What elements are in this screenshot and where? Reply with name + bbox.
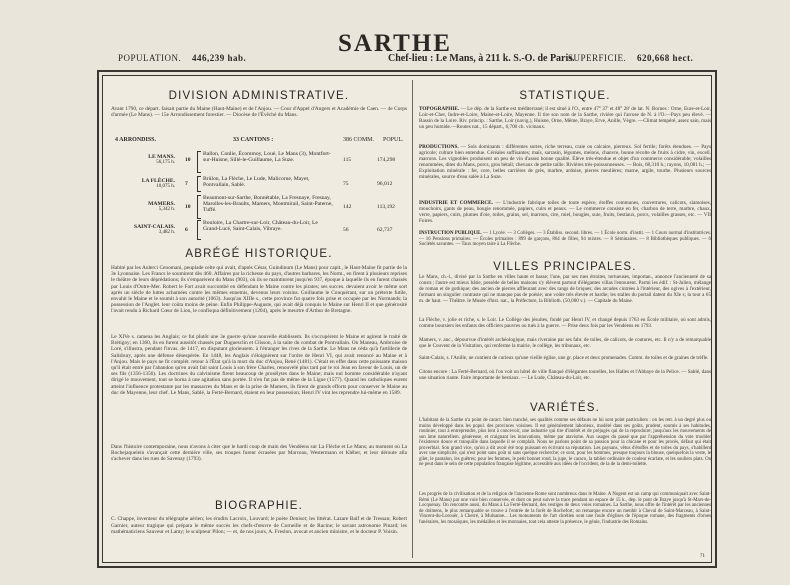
superficie-value: 620,668 hect.	[637, 53, 694, 63]
popul-value: 174,298	[377, 157, 396, 163]
canton-count: 6	[185, 227, 188, 233]
arr-pop: 56,175 h.	[156, 160, 175, 165]
canton-count: 10	[185, 157, 191, 163]
bracket	[197, 176, 201, 192]
arr-pop: 10,075 h.	[156, 184, 175, 189]
main-frame	[97, 70, 717, 568]
table-row	[111, 176, 407, 196]
table-row	[111, 220, 407, 240]
villes-saint-calais: Saint-Calais, s. l'Anille, ne contient de curieux qu'une vieille église, une gr. place et deux promenades. Comm. de toiles et de graines de trèfle.	[419, 355, 709, 361]
population	[118, 53, 246, 63]
arr-pop: 3,482 h.	[158, 230, 175, 235]
villes-mamers: Mamers, v. anc., dépourvue d'intérêt archéologique, mais riveraine par ses fabr. de toiles, de calicots, de coutures, etc. Il n'y a de remarquable que le Couvent de la Visitation, qui renferme la mairie, le collège, les tribunaux, etc.	[419, 337, 711, 349]
bracket	[197, 220, 201, 240]
header-stats	[118, 53, 718, 67]
department-title: SARTHE	[338, 30, 452, 57]
bracket	[197, 195, 201, 219]
comm-count: 142	[343, 204, 352, 210]
col-population: POPUL.	[383, 137, 404, 143]
col-cantons: 33 CANTONS :	[233, 137, 274, 143]
superficie	[568, 53, 693, 63]
population-value: 446,239 hab.	[192, 53, 247, 63]
popul-value: 96,012	[377, 181, 393, 187]
statistique-title: STATISTIQUE.	[519, 90, 611, 102]
canton-list: Ballon, Conlie, Écommoy, Loué, Le Mans (3), Montfort-sur-Huisne, Sillé-le-Guillaume, La Suze.	[203, 151, 331, 164]
villes-la-fleche: La Flèche, v. jolie et riche, s. le Loir. Le Collège des jésuites, fondé par Henri IV, et changé depuis 1763 en École militaire, où sont admis, comme boursiers les enfants des officiers pauvres ou tués à la guerre. — Prise deux fois par les Vendéens en 1793.	[419, 317, 711, 329]
productions-section	[419, 144, 711, 180]
topographie-section	[419, 106, 711, 130]
topographie-text: — Le dép. de la Sarthe est méditerrané; il est situé à l'O., entre 47° 37' et 48° 28' de lat. N. Bornes : Orne, Eure-et-Loir, Loir-et-Cher, Indre-et-Loire, Maine-et-Loire, Mayenne. Il tire son nom de la Sarthe, rivière qui l'arrose de N. à l'O.—Pays peu élevé. — Bassin de la Loire. Riv. princip. : Sarthe, Loir (navig.), Huisne, Orne, Même, Braye, Erve, Anille, Vègre. —Climat tempéré, assez sain, mais un peu humide.—Routes nat., 15 départ., 6,700 ch. vicinaux.	[419, 106, 712, 130]
left-column	[111, 76, 407, 562]
right-column	[419, 76, 711, 562]
comm-count: 56	[343, 227, 349, 233]
page-number: 71	[700, 554, 705, 559]
varietes-paragraph-1: L'habitant de la Sarthe n'a point de caract. bien tranché, ses qualités comme ses défauts ne lui sont point particuliers : on les retr. à un degré plus ou moins développé dans les popul. des provinces voisines. Il est généralement laborieux, modéré dans ses goûts, prudent, soumis à ses habitudes, routinier, tout à entreprendre, plus lent à concevoir, une industrie qui tire d'intérêt et de préjugés qui de la reproduire; jusqu'aux les mouvements de son âme naturellem. généreuse, et craignant les innovations, même par atavisme. Aux usages du passé que par l'appréhension du vote troubler l'existence douce et tranquille dans laquelle il se complaît. Nous ne parlons point de sa passion pour la chicane et pour les procès, défaut qui était proverbial. Son grand vice, qu'on a dit avoir été trop puissant en écrivant sa réputation. Les paysans, vêtus d'étoffes et de toiles du pays, s'habillent avec une simplicité, qui n'est point sans goût ni sans quelque recherche; ce sont, pour les hommes, presque toujours la blouse, quelquefois la veste, le gilet, le pantalon, les guêtres; pour les femmes, le petit bonnet rond, la jupe, le caraco, la tablier ordinaire de couleur écarlate, et les souliers plats. On ne peut dans le sein de cette population française légitime, accessible aux idées de l'occident, de la de la demi-toilette.	[419, 418, 711, 468]
abrege-paragraph-1: Habité par les Aulerci Cenomani, peuplade celte qui avait, d'après César, Guindinum (Le Mans) pour capit., le Haut-Maine fit partie de la 3e Lyonnaise. Les Francs le soumirent dès 460. Affaires par la richesse du pays, d'autres barbares, les Norm., en firent à plusieurs reprises le théâtre de leurs déprédations; ils s'emparèrent du Mans (903), où ils se maintinrent jusqu'en 937, époque à laquelle ils en furent chassés par Louis d'Outre-Mer. Robert le Fort avait succombé en défendant le Maine contre les pirates; ses succes. devaient avoir le même sort après un siècle de luttes acharnées contre les mêmes ennemis, devenus leurs voisins. Guillaume le Conquérant, sur un prétexte futile, envahit le Maine et le soumit à son autorité (1063). Jusqu'au XIIIe s., cette province fut quatre fois prise et occupée par les Normands; la possession de l'Anglet. leur coûta moins de peine. Enfin Philippe-Auguste, qui avait déjà conquis le Maine sur Henri II et que générosité l'avait rendu à Richard Cœur de Lion, le confisqua définitivement (1204), après le meurtre d'Arthur de Bretagne.	[111, 265, 407, 315]
canton-count: 10	[185, 204, 191, 210]
industrie-section	[419, 200, 711, 224]
abrege-title: ABRÉGÉ HISTORIQUE.	[185, 248, 333, 260]
villes-le-mans: Le Mans, ch.-l., divisé par la Sarthe en villes haute et basse; l'une, par ses rues étroites, tortueuses, importan., annonce l'ancienneté de sa constr.; l'autre est mieux bâtie, possède de belles maisons s'y élèvent partout d'élégantes villas l'entourent. Parmi les édif. : St-Julien, mélange de roman et de gothique; des ancien de pierres affleurant avec des rangs de briques; des arcades cintrées à l'intérieur, des ogives à l'extérieur, formant un singulier contraste qui ne manque pas de poésie; une voûte très élevée et hardie; les stalles du portail datent du XIe s; la tour a 65 m. de haut. — Théâtre. le Musée d'hist. nat., la Préfecture, la Biblioth. (50,000 v.). — Capitale du Maine.	[419, 274, 711, 304]
instruction-label: INSTRUCTION PUBLIQUE.	[419, 231, 482, 236]
abrege-paragraph-3: Dans l'histoire contemporaine, nous n'avons à citer que le hardi coup de main des Vendéens sur La Flèche et Le Mans; au moment où La Rochejaquelein s'avançait cette dernière ville, ses troupes furent écrasées par Marceau, Westermann et Kléber, et leur déroute alla s'achever dans les rues de Savenay (1793).	[111, 444, 407, 463]
table-row	[111, 195, 407, 219]
topographie-label: TOPOGRAPHIE.	[419, 106, 460, 112]
superficie-label: SUPERFICIE.	[568, 53, 627, 63]
industrie-label: INDUSTRIE ET COMMERCE.	[419, 200, 493, 206]
instruction-text: — 1 Lycée. — 3 Collèges. — 3 Établiss. second. libres. — 1 École norm. d'instit. — 1 Cours normal d'institutrices. — 16 Pensions primaires. — Écoles primaires : 899 de garçons, 864 de filles, 94 mixtes. — 8 Séminaires. — 8 Bibliothèques publiques. — 6 Sociétés savantes. — Taux moyen taire à La Flèche.	[419, 231, 711, 248]
canton-list: Bouloire, La Chartre-sur-Loir, Château-du-Loir, Le Grand-Lucé, Saint-Calais, Vibraye.	[203, 220, 318, 233]
chef-lieu: Chef-lieu : Le Mans, à 211 k. S.-O. de Paris.	[388, 53, 575, 64]
productions-text: — Sols dominants : différentes sortes, riche terreau, craie ou calcaire, pierreux. Sol fertile; forêts étendues. — Pays agricole; culture bien entendue. Céréales suffisantes; maïs, sarrasin, légumes, melons, chanvre, bonne récolte de fruits à cidre, vin, excell. marrons. Les vignobles produisent un peu de vin d'assez bonne qualité. Élève très-étendue et objet d'un commerce considérable; volailles renommées, dites du Mans, porcs, gros bétail; chevaux de petite taille. Rivières très-poissonneuses. — Bois, 68,310 h.; rayons, 10,081 h.; — Exploitation minérale : fer, core, belles carrières de grès, marbre, ardoise, pierres meulières; marne, argile, tourbe. Plusieurs sources minérales, source d'eau salée à La Suze.	[419, 144, 711, 180]
division-intro: Avant 1790, ce départ. faisait partie du Maine (Haut-Maine) et de l'Anjou. — Cour d'Appel d'Angers et Académie de Caen. — 4e Corps d'armée (Le Mans). — 15e Arrondissement forestier. — Diocèse de l'Évêché du Mans.	[111, 106, 407, 119]
canton-list: Brûlon, La Flèche, Le Lude, Malicorne, Mayet, Pontvallain, Sablé.	[203, 176, 310, 189]
popul-value: 62,737	[377, 227, 393, 233]
col-arrondissements: 4 ARRONDISS.	[115, 137, 157, 143]
biographie-title: BIOGRAPHIE.	[215, 500, 303, 512]
comm-count: 115	[343, 157, 352, 163]
biographie-text: C. Chappe, inventeur du télégraphe aérien; les érudits Lacroix, Louvard; le poète Denisot; les littérat. Lazare Baïf et de Tressan; Robert Garnier, auteur tragique qui prépara le même succès les chefs-d'œuvre de Corneille et de Racine; le savant astronome Pinard; les mathématiciens Sauveur et Lamy; le sculpteur Pilon; — et, de nos jours, A. Freslon, avocat et ancien ministre, et le docteur P. Voisin.	[111, 516, 407, 535]
division-title: DIVISION ADMINISTRATIVE.	[168, 90, 350, 102]
arr-name: LA FLÈCHE.	[141, 178, 175, 184]
inner-frame	[102, 75, 712, 563]
popul-value: 113,192	[377, 204, 395, 210]
canton-list: Beaumont-sur-Sarthe, Bonnétable, La Fresnaye, Fresnay, Marolles-les-Braults, Mamers, Montmirail, Saint-Paterne, Tuffé.	[203, 195, 333, 214]
bracket	[197, 151, 201, 173]
industrie-text: — L'industrie fabrique toiles de toute espèce, étoffes communes, couvertures, calicots, siamoises, mouchoirs, gants de peau, bougie renommée, papiers, cuirs et peaux. — Le commerce consiste en fer, charbon de terre, marbre, chaux, verre, papiers, cuirs, plumes d'oie, toiles, grains, sel, marrons, cire, miel, bougies, suie, fruits, bestiaux, porcs, volailles grasses, etc. — VII Foires.	[419, 200, 712, 224]
col-communes: 386 COMM.	[343, 137, 375, 143]
villes-citons-encore: Citons encore : La Ferté-Bernard, où l'on voit un hôtel de ville flanqué d'élégantes tourelles, les Halles et l'Abbaye de la Pelice. — Sablé, dans une situation riante. Faire importante de bestiaux. — Le Lude, Château-du-Loir, etc.	[419, 369, 711, 381]
canton-count: 7	[185, 181, 188, 187]
division-table	[111, 137, 407, 237]
arr-name: LE MANS.	[148, 154, 175, 160]
villes-title: VILLES PRINCIPALES.	[493, 261, 637, 273]
column-divider	[412, 80, 413, 558]
arr-pop: 5,342 h.	[158, 207, 175, 212]
varietes-title: VARIÉTÉS.	[529, 402, 601, 414]
abrege-paragraph-2: Le XIVe s. ramena les Anglais; ce fut plutôt une 3e guerre qu'une nouvelle établissem. Ils s'occupèrent le Maine et agirent le traité de Brétigny; en 1360, ils en furent aussitôt chassés par Duguesclin et Clisson, à la suite du combat de Pontvallain. On Maneau, Ambroise de Loré, s'illustra, pendant l'invas. de 1417, en disputant glorieusem. à l'étranger les rives de la Sarthe. Le Mans ne céda qu'à l'artillerie de Salisbury, après une défense désespérée. En 1448, les Anglais s'éloignèrent sur l'ordre de Henri VI, qui avait renoncé au Maine et à l'Anjou. Mais le pays ne fit complét. retour à l'État qu'à la mort du duc d'Anjou, René (1481). C'était en effet dans cette puissante maison qu'il était entré par l'abandon qu'en avait fait saint Louis à son frère Charles, renouvelé plus tard par le roi Jean en faveur de Louis, un de ses fils (1356-1356). Les doctrines du calvinisme firent beaucoup de prosélytes dans le Maine; mais nul homme considérable n'ayant dirigé le mouvement, tout se borna à une agitation sans portée. Il n'en fut pas de même de la Ligue (1577). Quand les catholiques eurent atteint l'influence protestante par les massacres du Mans et de la prise de Mamers, ils firent de grands efforts pour conserver le Maine au duc de Mayenne, leur chef. Le Mans, Sablé, la Ferté-Bernard, étaient en leur possession; Henri IV vint les reprendre lui-même en 1589.	[111, 334, 407, 396]
table-row	[111, 151, 407, 173]
varietes-paragraph-2: Les progrès de la civilisation et de la religion de l'ancienne Rome sont nombreux dans le Maine. A Nogent est un camp qui communiquait avec Saint-Rémi (Le Mans) par une voie bien conservée, et dont on peut suivre la trace pendant un espace de 15 k., dep. le pont de Braye jusqu'à St-Mars-de-Locquenay. On rencontre aussi, du Mans à La Ferté-Bernard, des vestiges de deux voies romaines. La Sarthe, nous offre de l'intérêt par les anciennes de dolmens, le plus remarquable se trouve à l'entrée de la forêt de Rochefort; on remarque encore un menhir à Cheval de Saint-Marceau, à Saint-Vincent-du-Lorouër, à Cherré, à Mulsanne... Les monuments de l'art chrétien sont une foule d'églises de l'époque romane, des fragments d'ornes funéraires, les mosaïques, les médailles et les monnaies, tout cela atteste la présence, le génie, l'industrie des Romains.	[419, 492, 711, 525]
arr-name: MAMERS.	[148, 201, 175, 207]
population-label: POPULATION.	[118, 53, 182, 63]
instruction-section	[419, 231, 711, 248]
comm-count: 75	[343, 181, 349, 187]
productions-label: PRODUCTIONS.	[419, 144, 459, 150]
arr-name: SAINT-CALAIS.	[134, 224, 175, 230]
